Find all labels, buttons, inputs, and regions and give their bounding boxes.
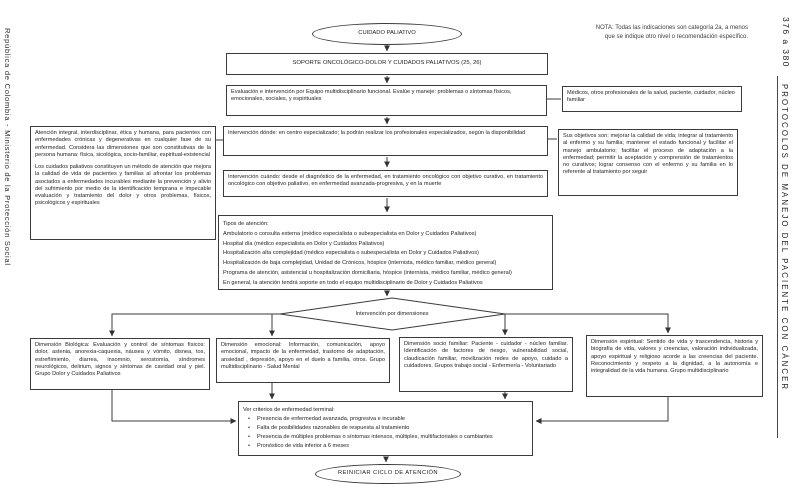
tipos-title: Tipos de atención: — [223, 221, 269, 227]
note-line-2: que se indique otro nivel o recomendación específico. — [604, 34, 748, 41]
objetivos-box: Sus objetivos son: mejorar la calidad de vida; integrar al tratamiento al enfermo y su familia; mantener el estado funcional y facilitar el manejo ambulatorio; facilitar el proceso de adaptación a la enfermedad; permitir la aceptación y comprensión de tratamientos no curativos; lograr consenso con el enfermo y su familia en lo referente al tratamiento por seguir — [558, 129, 738, 196]
right-margin-rule — [777, 76, 778, 438]
soporte-oncologico-box: SOPORTE ONCOLÓGICO-DOLOR Y CUIDADOS PALIATIVOS (25, 26) — [226, 53, 548, 75]
criterio-item: • Presencia de múltiples problemas o síntomas intensos, múltiples, multifactoriales o cambiantes — [243, 433, 528, 442]
right-margin-title: PROTOCOLOS DE MANEJO DEL PACIENTE CON CÁNCER — [780, 84, 789, 392]
intervencion-cuando-box: Intervención cuándo: desde el diagnóstico de la enfermedad, en tratamiento oncológico con objetivo curativo, en tratamiento oncológico con objetivo paliativo, en enfermedad avanzada-progresiva, y en la muerte — [223, 170, 548, 197]
intervencion-donde-box: Intervención dónde: en centro especializado; la podrán realizar los profesionales especializados, según la disponibilidad — [223, 126, 548, 156]
criterio-item: • Presencia de enfermedad avanzada, progresiva e incurable — [243, 415, 528, 424]
tipos-line: Programa de atención, asistencial u hospitalización domiciliaria, hóspice (internista, médico familiar, médico general) — [223, 269, 512, 276]
dimension-socio-familiar-box: Dimensión socio familiar: Paciente - cuidador - núcleo familiar. Identificación de factores de riesgo, vulnerabilidad social, claudicación familiar, movilización redes de apoyo, cuidado a cuidadores. Grupos trabajo social - Enfermería - Voluntariado — [399, 337, 573, 392]
atencion-paragraph-1: Atención integral, interdisciplinar, ética y humana, para pacientes con enfermedades crónicas y degenerativas en cualquier fase de su enfermedad. Considera las dimensiones que son constitutivas de la persona humana: física, sicológica, socio-familiar, espiritual-existencial — [35, 130, 211, 158]
page-range-label: 376 a 380 — [781, 17, 791, 68]
tipos-line: Ambulatorio o consulta externa (médico especialista o subespecialista en Dolor y Cuidados Paliativos) — [223, 230, 477, 237]
medicos-profesionales-box: Médicos, otros profesionales de la salud, paciente, cuidador, núcleo familiar — [562, 86, 742, 112]
dimension-emocional-box: Dimensión emocional: Información, comunicación, apoyo emocional, impacto de la enfermedad, trastorno de adaptación, ansiedad , depresión, apoyo en el duelo a familia, otros. Grupo multidisciplinario - Salud Mental — [216, 338, 390, 383]
criterio-item: • Falta de posibilidades razonables de respuesta al tratamiento — [243, 424, 528, 433]
tipos-line: Hospitalización alta complejidad (médico especialista o subespecialista en Dolor y Cuidados Paliativos) — [223, 250, 479, 257]
criterios-enfermedad-terminal-box — [238, 401, 533, 456]
criterio-item: • Pronóstico de vida inferior a 6 meses — [243, 442, 528, 451]
left-margin-publisher-text: República de Colombia - Ministerio de la Protección Social — [3, 28, 12, 266]
tipos-line: Hospital día (médico especialista en Dolor y Cuidados Paliativos) — [223, 240, 385, 247]
dimension-biologica-box: Dimensión Biológica: Evaluación y control de síntomas físicos: dolor, astenia, anorexia-caquexia, náusea y vómito, disnea, tos, estreñimiento, diarrea, insomnio, xerostomía, síndromes neurológicos, delirium, signos y síntomas de cavidad oral y piel. Grupo Dolor y Cuidados Paliativos — [30, 338, 210, 390]
criterios-title: Ver criterios de enfermedad terminal: — [243, 407, 335, 413]
tipos-line: En general, la atención tendrá soporte en todo el equipo multidisciplinario de Dolor y Cuidados Paliativos — [223, 279, 483, 286]
tipos-line: Hospitalización de baja complejidad, Unidad de Crónicos, hóspice (internista, médico familiar, médico general) — [223, 260, 497, 267]
tipos-de-atencion-box — [218, 215, 553, 290]
note-line-1: NOTA: Todas las indicaciones son categoría 2a, a menos — [595, 25, 748, 31]
decision-intervencion-por-dimensiones: Intervención por dimensiones — [355, 311, 429, 317]
dimension-espiritual-box: Dimensión espiritual: Sentido de vida y trascendencia, historia y biografía de vida, valores y creencias, valoración individualizada, apoyo espiritual y religioso acorde a las creencias del paciente. Reconocimiento y respeto a la dignidad, a la autonomía e integralidad de la vida humana. Grupo multidisciplinario — [586, 335, 763, 397]
atencion-paragraph-2: Los cuidados paliativos constituyen un método de atención que mejora la calidad de vida de pacientes y familias al afrontar los problemas asociados a enfermedades incurables mediante la prevención y alivio del sufrimiento por medio de la identificación temprana e impecable evaluación y tratamiento del dolor y otros problemas, físicos, psicológicos y espirituales — [35, 164, 211, 207]
start-oval-cuidado-paliativo: CUIDADO PALIATIVO — [312, 23, 462, 45]
note-text — [540, 24, 748, 43]
atencion-integral-box — [30, 126, 216, 240]
end-oval-reiniciar-ciclo: REINICIAR CICLO DE ATENCIÓN — [315, 464, 461, 484]
evaluacion-intervencion-box: Evaluación e intervención por Equipo multidisciplinario funcional. Evalúe y maneje: problemas o síntomas físicos, emocionales, sociales, y espirituales — [226, 85, 547, 116]
